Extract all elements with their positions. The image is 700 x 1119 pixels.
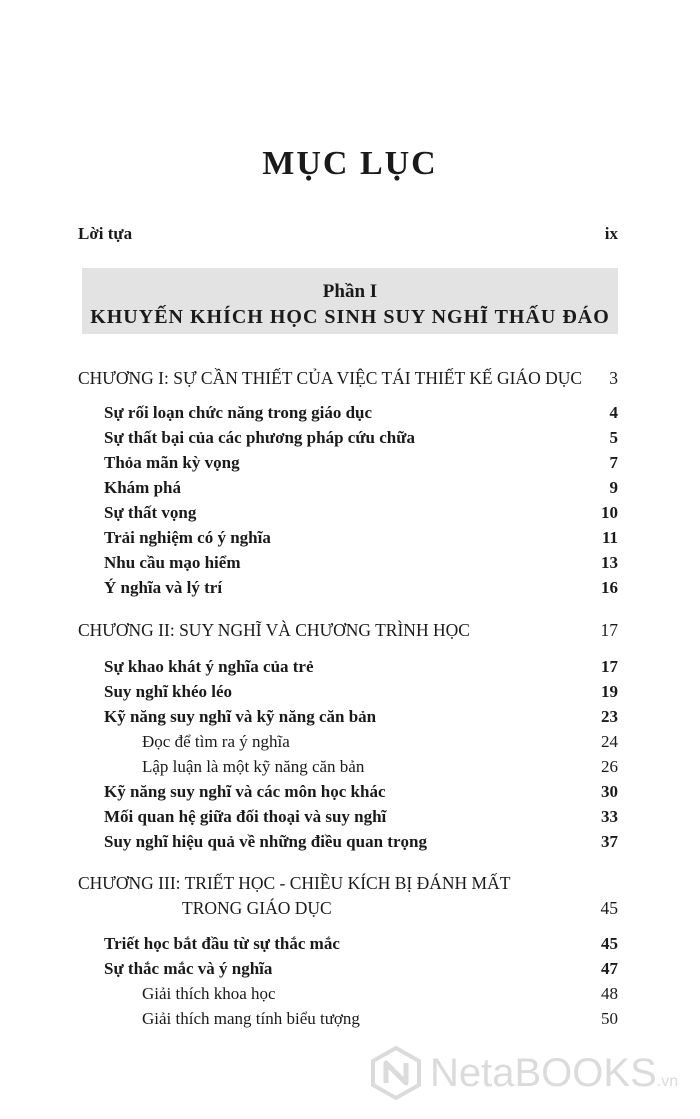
toc-entry-page: 50 (601, 1009, 618, 1028)
toc-entry-page: 30 (601, 782, 618, 801)
toc-entry-page: 17 (601, 657, 618, 676)
toc-entry-label: Khám phá (104, 478, 181, 497)
toc-entry[interactable] (104, 428, 618, 448)
part-heading (82, 268, 618, 334)
toc-entry-page: 13 (601, 553, 618, 572)
toc-entry-label: Sự khao khát ý nghĩa của trẻ (104, 657, 314, 676)
toc-entry-label: Kỹ năng suy nghĩ và kỹ năng căn bản (104, 707, 377, 726)
toc-entry-page: 5 (609, 428, 618, 447)
toc-entry-label: Triết học bắt đầu từ sự thắc mắc (104, 934, 340, 953)
chapter-page: 3 (609, 368, 618, 388)
toc-chapter-1[interactable] (78, 368, 618, 389)
toc-entry-page: 9 (609, 478, 618, 497)
toc-entry-page: 16 (601, 578, 618, 597)
watermark-suffix: .vn (656, 1073, 679, 1090)
toc-subentry[interactable] (142, 1009, 618, 1029)
toc-entry-label: Sự thắc mắc và ý nghĩa (104, 959, 273, 978)
toc-entry-page: 37 (601, 832, 618, 851)
toc-entry-page: 45 (601, 934, 618, 953)
toc-subentry[interactable] (142, 757, 618, 777)
toc-entry-label: Suy nghĩ hiệu quả về những điều quan trọng (104, 832, 427, 851)
toc-entry-label: Mối quan hệ giữa đối thoại và suy nghĩ (104, 807, 387, 826)
toc-entry-page: 26 (601, 757, 618, 776)
toc-subentry[interactable] (142, 984, 618, 1004)
toc-entry-label: Sự thất vọng (104, 503, 197, 522)
part-label: Phần I (322, 281, 378, 302)
toc-entry[interactable] (104, 657, 618, 677)
toc-entry-label: Kỹ năng suy nghĩ và các môn học khác (104, 782, 386, 801)
toc-entry-page: 19 (601, 682, 618, 701)
toc-entry[interactable] (104, 403, 618, 423)
toc-entry[interactable] (104, 707, 618, 727)
toc-entry-page: 47 (601, 959, 618, 978)
neta-logo-icon (368, 1045, 424, 1101)
chapter-label: CHƯƠNG II: SUY NGHĨ VÀ CHƯƠNG TRÌNH HỌC (78, 620, 470, 640)
chapter-label: CHƯƠNG III: TRIẾT HỌC - CHIỀU KÍCH BỊ ĐÁNH MẤT (78, 873, 511, 893)
page-title: MỤC LỤC (262, 145, 438, 182)
toc-entry-label: Nhu cầu mạo hiểm (104, 553, 241, 572)
toc-entry[interactable] (104, 553, 618, 573)
toc-entry-page: 10 (601, 503, 618, 522)
toc-entry-label: Giải thích khoa học (142, 984, 276, 1003)
toc-entry-page: 33 (601, 807, 618, 826)
toc-entry[interactable] (104, 782, 618, 802)
toc-entry[interactable] (104, 503, 618, 523)
chapter-page: 45 (600, 898, 618, 918)
toc-entry-label: Thỏa mãn kỳ vọng (104, 453, 240, 472)
toc-entry[interactable] (104, 832, 618, 852)
chapter-label-cont: TRONG GIÁO DỤC (182, 898, 332, 918)
toc-chapter-2[interactable] (78, 620, 618, 641)
toc-entry-label: Suy nghĩ khéo léo (104, 682, 233, 701)
toc-entry-label: Lời tựa (78, 224, 133, 243)
watermark-brand: NetaBOOKS (430, 1050, 657, 1095)
toc-entry[interactable] (104, 934, 618, 954)
toc-entry-page: ix (604, 224, 618, 243)
toc-entry-label: Lập luận là một kỹ năng căn bản (142, 757, 365, 776)
toc-entry[interactable] (104, 682, 618, 702)
toc-entry[interactable] (104, 478, 618, 498)
toc-entry[interactable] (104, 528, 618, 548)
chapter-page: 17 (600, 620, 618, 640)
toc-subentry[interactable] (142, 732, 618, 752)
toc-chapter-3-cont[interactable] (182, 898, 618, 919)
toc-entry-page: 4 (609, 403, 618, 422)
toc-entry-label: Ý nghĩa và lý trí (104, 578, 223, 597)
toc-entry[interactable] (104, 959, 618, 979)
toc-chapter-3[interactable] (78, 873, 618, 894)
toc-entry-page: 24 (601, 732, 618, 751)
toc-entry-label: Sự rối loạn chức năng trong giáo dục (104, 403, 373, 422)
chapter-label: CHƯƠNG I: SỰ CẦN THIẾT CỦA VIỆC TÁI THIẾT KẾ GIÁO DỤC (78, 368, 583, 388)
toc-entry[interactable] (104, 578, 618, 598)
toc-entry-page: 11 (601, 528, 618, 547)
toc-entry[interactable] (104, 453, 618, 473)
toc-entry-page: 7 (609, 453, 618, 472)
toc-entry-page: 23 (601, 707, 618, 726)
watermark (368, 1038, 688, 1108)
toc-entry-label: Giải thích mang tính biểu tượng (142, 1009, 360, 1028)
toc-entry-page: 48 (601, 984, 618, 1003)
toc-entry-label: Trải nghiệm có ý nghĩa (104, 528, 271, 547)
toc-entry-label: Đọc để tìm ra ý nghĩa (142, 732, 290, 751)
toc-entry[interactable] (104, 807, 618, 827)
toc-entry-preface[interactable] (78, 224, 618, 244)
toc-entry-label: Sự thất bại của các phương pháp cứu chữa (104, 428, 415, 447)
part-title: KHUYẾN KHÍCH HỌC SINH SUY NGHĨ THẤU ĐÁO (90, 306, 610, 328)
